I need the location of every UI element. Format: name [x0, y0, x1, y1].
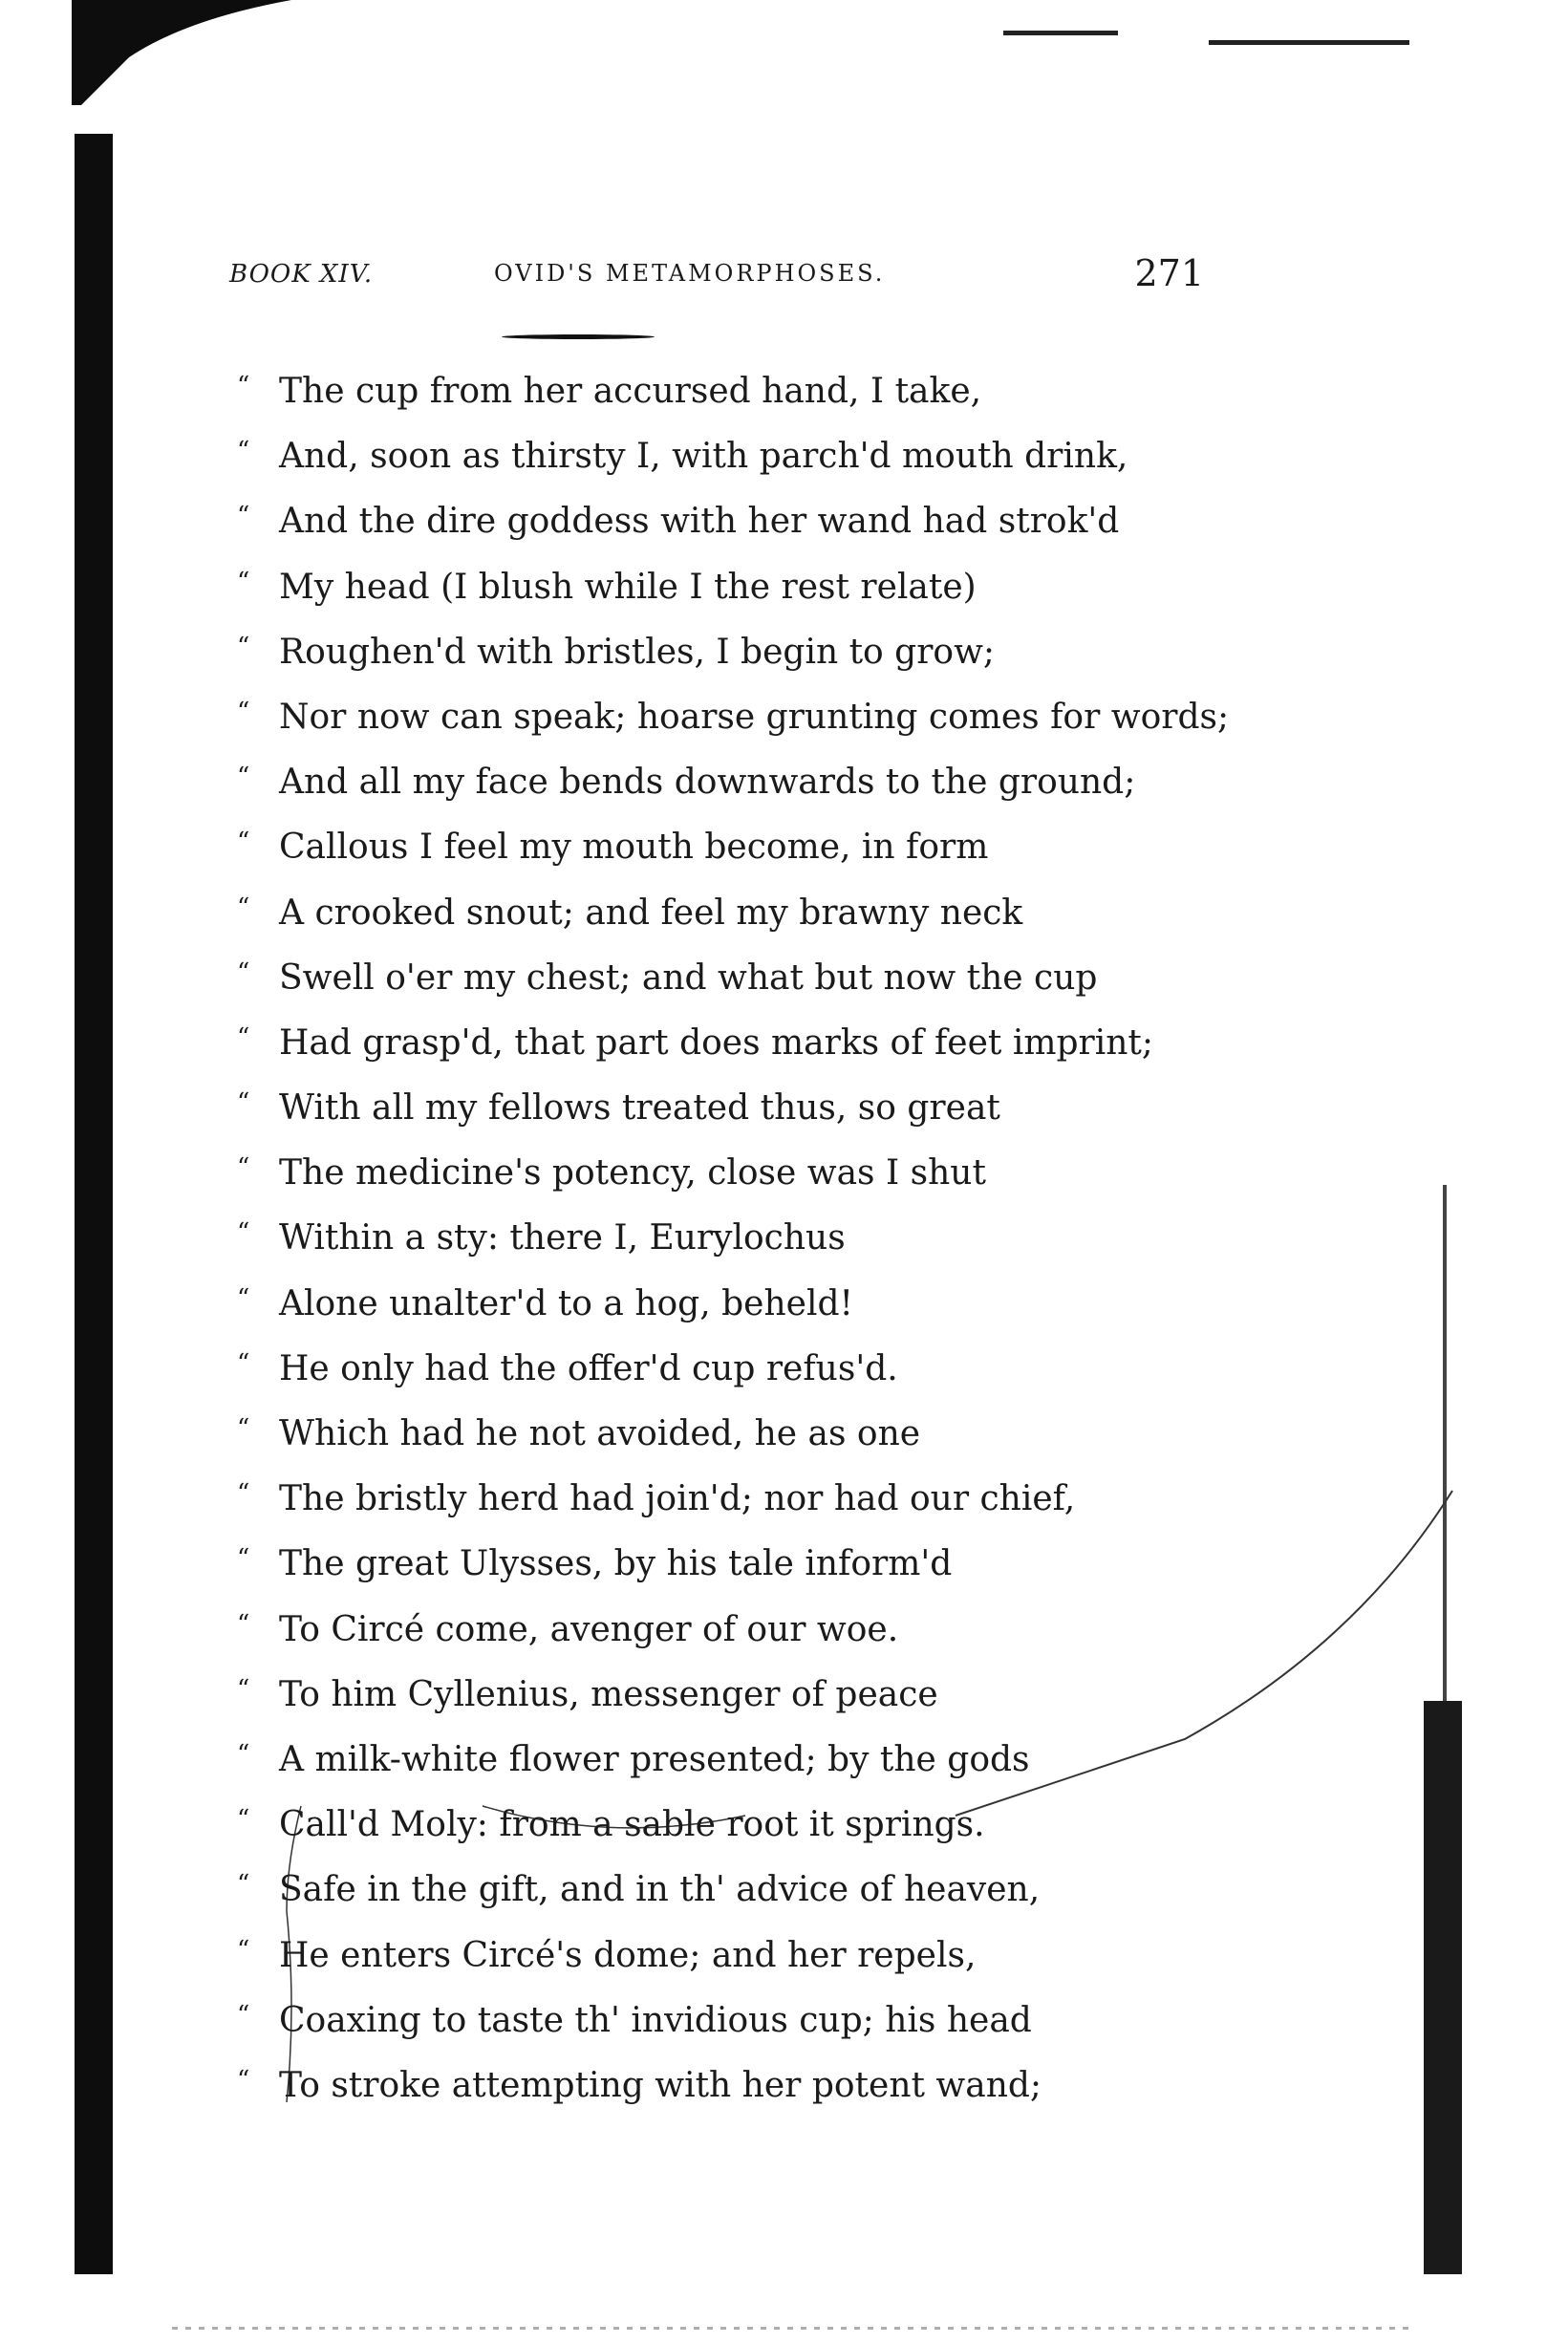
quote-mark: “	[237, 1674, 250, 1704]
verse-text: To stroke attempting with her potent wand;	[279, 2065, 1042, 2105]
verse-line	[237, 1011, 1240, 1076]
verse-line	[237, 1337, 1240, 1402]
quote-mark: “	[237, 437, 250, 466]
verse-line	[237, 881, 1240, 946]
quote-mark: “	[237, 1348, 250, 1378]
verse-text: A milk-white flower presented; by the gods	[279, 1739, 1030, 1779]
quote-mark: “	[237, 632, 250, 661]
verse-text: Had grasp'd, that part does marks of feet imprint;	[279, 1022, 1154, 1063]
quote-mark: “	[237, 502, 250, 531]
verse-text: Within a sty: there I, Eurylochus	[279, 1218, 846, 1258]
verse-text: Coaxing to taste th' invidious cup; his head	[279, 2000, 1032, 2040]
verse-text: Safe in the gift, and in th' advice of heaven,	[279, 1870, 1041, 1910]
head-rule-ornament	[502, 334, 655, 339]
verse-line	[237, 1141, 1240, 1206]
verse-text: The great Ulysses, by his tale inform'd	[279, 1544, 953, 1584]
verse-text: He enters Circé's dome; and her repels,	[279, 1935, 977, 1975]
verse-text: Callous I feel my mouth become, in form	[279, 828, 989, 868]
verse-line	[237, 2054, 1240, 2118]
verse-line	[237, 685, 1240, 750]
verse-line	[237, 1989, 1240, 2054]
quote-mark: “	[237, 1022, 250, 1052]
verse-line	[237, 555, 1240, 620]
verse-line	[237, 1924, 1240, 1989]
verse-text: The bristly herd had join'd; nor had our chief,	[279, 1479, 1076, 1519]
book-label: BOOK XIV.	[229, 260, 374, 289]
verse-text: Swell o'er my chest; and what but now the cup	[279, 957, 1098, 998]
verse-line	[237, 1793, 1240, 1858]
quote-mark: “	[237, 1544, 250, 1574]
quote-mark: “	[237, 957, 250, 987]
verse-line	[237, 1076, 1240, 1141]
quote-mark: “	[237, 1935, 250, 1965]
quote-mark: “	[237, 1414, 250, 1443]
quote-mark: “	[237, 892, 250, 922]
verse-line	[237, 620, 1240, 685]
verse-line	[237, 1663, 1240, 1728]
verse-line	[237, 750, 1240, 815]
verse-text: And the dire goddess with her wand had strok'd	[279, 502, 1120, 542]
quote-mark: “	[237, 372, 250, 400]
verse-text: Roughen'd with bristles, I begin to grow;	[279, 632, 996, 672]
verse-line	[237, 1728, 1240, 1793]
verse-text: And, soon as thirsty I, with parch'd mouth drink,	[279, 437, 1128, 477]
verse-line	[237, 1402, 1240, 1467]
quote-mark: “	[237, 1870, 250, 1900]
verse-line	[237, 489, 1240, 554]
verse-text: A crooked snout; and feel my brawny neck	[279, 892, 1023, 933]
quote-mark: “	[237, 1739, 250, 1769]
quote-mark: “	[237, 763, 250, 792]
quote-mark: “	[237, 1479, 250, 1509]
verse-text: Which had he not avoided, he as one	[279, 1414, 921, 1453]
quote-mark: “	[237, 1088, 250, 1118]
verse-text: And all my face bends downwards to the ground;	[279, 763, 1136, 803]
quote-mark: “	[237, 1218, 250, 1248]
verse-line	[237, 815, 1240, 880]
quote-mark: “	[237, 2000, 250, 2030]
quote-mark: “	[237, 567, 250, 596]
verse-line	[237, 1532, 1240, 1597]
verse-line	[237, 1467, 1240, 1532]
verse-text: My head (I blush while I the rest relate)	[279, 567, 977, 607]
verse-line	[237, 1598, 1240, 1663]
quote-mark: “	[237, 828, 250, 857]
verse-line	[237, 1206, 1240, 1271]
verse-text: The cup from her accursed hand, I take,	[279, 372, 982, 411]
verse-line	[237, 424, 1240, 489]
quote-mark: “	[237, 2065, 250, 2095]
verse-line	[237, 946, 1240, 1011]
verse-line	[237, 1272, 1240, 1337]
verse-lines	[237, 359, 1240, 2118]
verse-text: Alone unalter'd to a hog, beheld!	[279, 1283, 853, 1323]
verse-text: To him Cyllenius, messenger of peace	[279, 1674, 938, 1714]
verse-line	[237, 1858, 1240, 1923]
verse-text: To Circé come, avenger of our woe.	[279, 1609, 899, 1649]
quote-mark: “	[237, 1805, 250, 1835]
verse-text: With all my fellows treated thus, so great	[279, 1088, 1000, 1129]
verse-line	[237, 359, 1240, 424]
verse-text: The medicine's potency, close was I shut	[279, 1153, 986, 1194]
quote-mark: “	[237, 1609, 250, 1639]
page-number: 271	[1134, 252, 1204, 294]
running-head	[229, 252, 1204, 304]
verse-text: Nor now can speak; hoarse grunting comes for words;	[279, 697, 1230, 737]
verse-text: He only had the offer'd cup refus'd.	[279, 1348, 898, 1388]
running-title: OVID'S METAMORPHOSES.	[494, 260, 886, 287]
quote-mark: “	[237, 1153, 250, 1183]
quote-mark: “	[237, 1283, 250, 1313]
quote-mark: “	[237, 697, 250, 726]
verse-text: Call'd Moly: from a sable root it springs.	[279, 1805, 985, 1845]
